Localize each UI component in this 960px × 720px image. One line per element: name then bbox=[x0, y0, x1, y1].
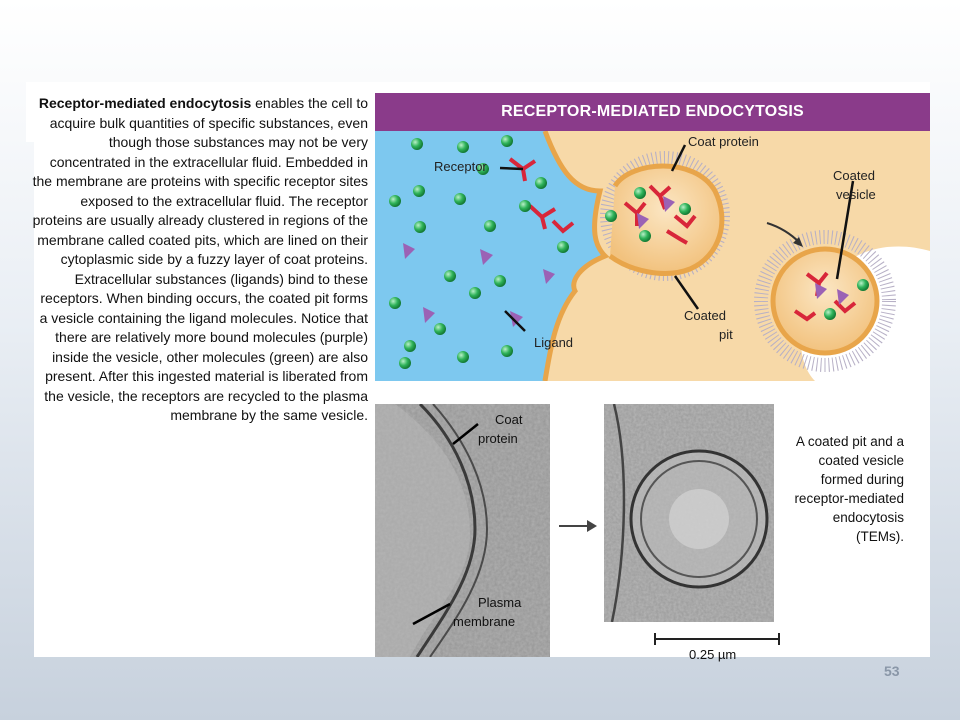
scale-bar-label: 0.25 µm bbox=[689, 647, 737, 662]
tem-coat-protein-label-2: protein bbox=[478, 431, 518, 446]
tem-plasma-membrane-label-2: membrane bbox=[453, 614, 516, 629]
scale-bar bbox=[653, 632, 781, 646]
tem-plasma-membrane-label-1: Plasma bbox=[478, 595, 522, 610]
micrograph-arrow bbox=[557, 516, 599, 536]
coated-vesicle-label-1: Coated bbox=[833, 168, 875, 183]
figure-caption: A coated pit and a coated vesicle formed during receptor-mediated endocytosis (TEMs). bbox=[794, 434, 904, 544]
coated-pit-label-2: pit bbox=[719, 327, 733, 342]
coated-vesicle-label-2: vesicle bbox=[836, 187, 876, 202]
tem-coated-vesicle-micrograph bbox=[604, 404, 774, 622]
body-text-rest: enables the cell to acquire bulk quantities of specific substances, even though those substances may not be very concentrated in the extracellular fluid. Embedded in the membrane are proteins with specific receptor sites exposed to the extracellular fluid. The receptor proteins are usually already clustered in regions of the membrane called coated pits, which are lined on their cytoplasmic side by a fuzzy layer of coat proteins. Extracellular substances (ligands) bind to these receptors. When binding occurs, the coated pit forms a vesicle containing the ligand molecules. Notice that there are relatively more bound molecules (purple) inside the vesicle, other molecules (green) are also present. After this ingested material is liberated from the vesicle, the receptors are recycled to the plasma membrane by the same vesicle. bbox=[32, 95, 368, 423]
page-number: 53 bbox=[884, 663, 900, 679]
body-text-lead: Receptor-mediated endocytosis bbox=[38, 95, 252, 111]
receptor-label: Receptor bbox=[434, 159, 487, 174]
coat-protein-label: Coat protein bbox=[688, 134, 759, 149]
tem-coat-protein-label-1: Coat bbox=[495, 412, 523, 427]
coated-pit-label-1: Coated bbox=[684, 308, 726, 323]
figure-title: RECEPTOR-MEDIATED ENDOCYTOSIS bbox=[375, 93, 930, 131]
ligand-label: Ligand bbox=[534, 335, 574, 350]
body-text bbox=[30, 94, 368, 426]
